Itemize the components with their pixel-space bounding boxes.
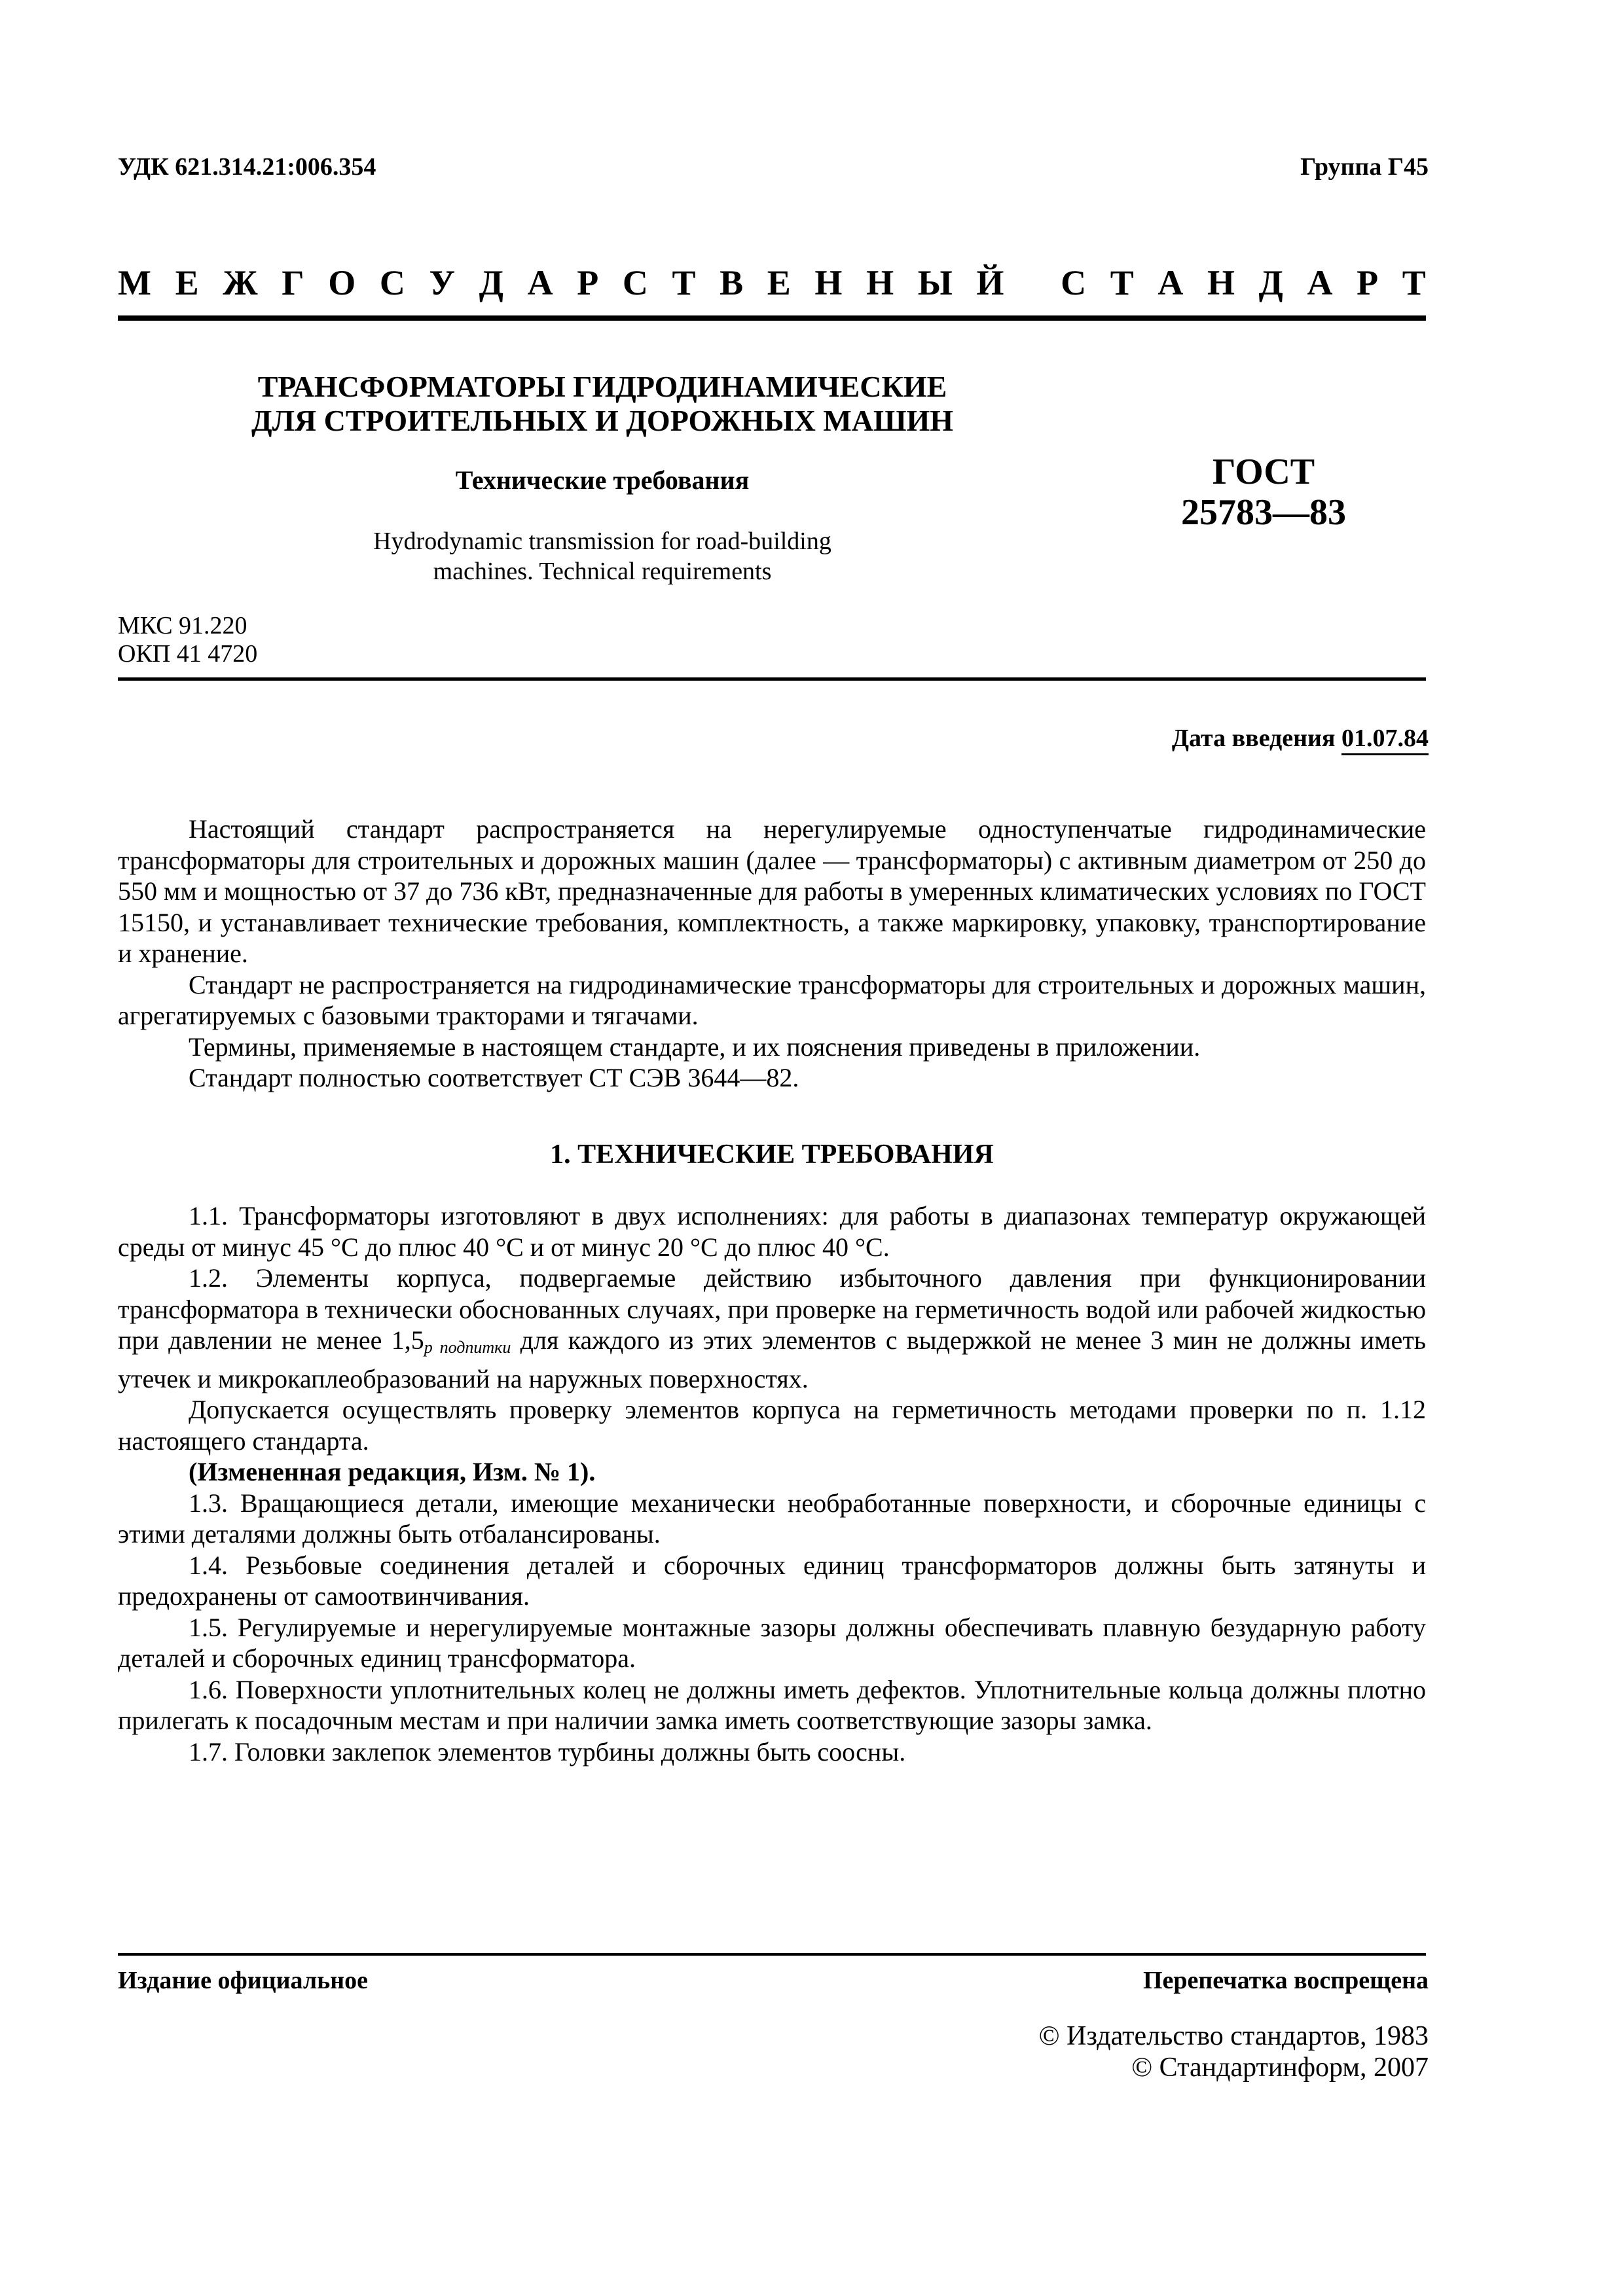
banner-letter: Т bbox=[1402, 263, 1426, 302]
group-code: Группа Г45 bbox=[1300, 153, 1429, 181]
intro-date-label: Дата введения bbox=[1171, 725, 1336, 752]
intro-text bbox=[118, 814, 1426, 1094]
banner-rule bbox=[118, 315, 1426, 321]
udk-code: УДК 621.314.21:006.354 bbox=[118, 153, 376, 181]
amendment-note: (Измененная редакция, Изм. № 1). bbox=[189, 1457, 596, 1486]
banner-letter: Н bbox=[1207, 263, 1235, 302]
gost-number: 25783—83 bbox=[1181, 492, 1346, 533]
banner-letter: Е bbox=[175, 263, 199, 302]
intro-paragraph: Стандарт полностью соответствует СТ СЭВ 3644—82. bbox=[189, 1063, 799, 1092]
banner-letter: А bbox=[1158, 263, 1184, 302]
clause-1-2-text: 1.2. Элементы корпуса, подвергаемые действию избыточного давления при функционировании трансформатора в технически обоснованных случаях, при проверке на герметичность водой или рабочей жидкостью при давлении не менее 1,5 bbox=[118, 1263, 1426, 1355]
title-line-1: ТРАНСФОРМАТОРЫ ГИДРОДИНАМИЧЕСКИЕ bbox=[257, 370, 947, 403]
clause-1-2 bbox=[118, 1263, 1426, 1394]
clause-1-2-note: Допускается осуществлять проверку элементов корпуса на герметичность методами проверки по п. 1.12 настоящего стандарта. bbox=[118, 1395, 1426, 1456]
banner-letter: Д bbox=[1258, 263, 1283, 302]
standard-banner bbox=[118, 265, 1426, 300]
banner-letter bbox=[1028, 265, 1037, 300]
banner-letter: С bbox=[379, 263, 405, 302]
banner-letter: В bbox=[720, 263, 744, 302]
banner-letter: Й bbox=[976, 263, 1004, 302]
title-subtitle: Технические требования bbox=[455, 465, 750, 495]
intro-paragraph: Стандарт не распространяется на гидродинамические трансформаторы для строительных и дорожных машин, агрегатируемых с базовыми тракторами и тягачами. bbox=[118, 969, 1426, 1030]
banner-letter: С bbox=[1061, 263, 1087, 302]
clause-1-2-text-cont: для каждого из этих элементов с выдержкой не менее 3 мин не должны иметь утечек и микрокаплеобразований на наружных поверхностях. bbox=[118, 1325, 1426, 1393]
copyright-2007: © Стандартинформ, 2007 bbox=[1131, 2053, 1429, 2083]
title-line-2: ДЛЯ СТРОИТЕЛЬНЫХ И ДОРОЖНЫХ МАШИН bbox=[251, 404, 954, 437]
banner-letter: А bbox=[1307, 263, 1333, 302]
banner-letter: Р bbox=[577, 263, 599, 302]
header-rule bbox=[118, 677, 1426, 681]
official-edition: Издание официальное bbox=[118, 1967, 369, 1994]
footer-rule bbox=[118, 1953, 1426, 1956]
banner-letter: Д bbox=[479, 263, 503, 302]
gost-label: ГОСТ bbox=[1212, 452, 1315, 492]
title-en-line-1: Hydrodynamic transmission for road-building bbox=[373, 528, 831, 555]
section-heading: 1. ТЕХНИЧЕСКИЕ ТРЕБОВАНИЯ bbox=[550, 1139, 994, 1170]
clause-1-7: 1.7. Головки заклепок элементов турбины должны быть соосны. bbox=[189, 1736, 906, 1767]
clause-1-2-subscript: p подпитки bbox=[424, 1338, 511, 1357]
banner-letter: Т bbox=[1110, 263, 1134, 302]
mks-code: МКС 91.220 bbox=[118, 612, 247, 639]
clause-1-4: 1.4. Резьбовые соединения деталей и сборочных единиц трансформаторов должны быть затянуты и предохранены от самоотвинчивания. bbox=[118, 1550, 1426, 1611]
banner-letter: Р bbox=[1357, 263, 1379, 302]
banner-letter: С bbox=[622, 263, 648, 302]
banner-letter: М bbox=[118, 263, 151, 302]
section-text bbox=[118, 1200, 1426, 1767]
banner-letter: Т bbox=[672, 263, 696, 302]
reprint-prohibited: Перепечатка воспрещена bbox=[1142, 1967, 1429, 1994]
clause-1-6: 1.6. Поверхности уплотнительных колец не должны иметь дефектов. Уплотнительные кольца должны плотно прилегать к посадочным местам и при наличии замка иметь соответствующие зазоры замка. bbox=[118, 1674, 1426, 1735]
banner-letter: Ы bbox=[917, 263, 953, 302]
intro-date bbox=[1172, 724, 1429, 753]
clause-1-5: 1.5. Регулируемые и нерегулируемые монтажные зазоры должны обеспечивать плавную безударную работу деталей и сборочных единиц трансформатора. bbox=[118, 1612, 1426, 1673]
banner-letter: Ж bbox=[223, 263, 258, 302]
banner-letter: Г bbox=[282, 263, 304, 302]
intro-paragraph: Настоящий стандарт распространяется на нерегулируемые одноступенчатые гидродинамические трансформаторы для строительных и дорожных машин (далее — трансформаторы) с активным диаметром от 250 до 550 мм и мощностью от 37 до 736 кВт, предназначенные для работы в умеренных климатических условиях по ГОСТ 15150, и устанавливает технические требования, комплектность, а также маркировку, упаковку, транспортирование и хранение. bbox=[118, 814, 1426, 968]
banner-letter: У bbox=[429, 263, 456, 302]
banner-letter: А bbox=[527, 263, 553, 302]
banner-letter: Е bbox=[767, 263, 791, 302]
clause-1-3: 1.3. Вращающиеся детали, имеющие механически необработанные поверхности, и сборочные единицы с этими деталями должны быть отбалансированы. bbox=[118, 1488, 1426, 1549]
intro-paragraph: Термины, применяемые в настоящем стандарте, и их пояснения приведены в приложении. bbox=[189, 1031, 1201, 1062]
copyright-1983: © Издательство стандартов, 1983 bbox=[1038, 2021, 1429, 2051]
banner-letter: Н bbox=[814, 263, 843, 302]
title-en-line-2: machines. Technical requirements bbox=[433, 558, 772, 585]
clause-1-1: 1.1. Трансформаторы изготовляют в двух исполнениях: для работы в диапазонах температур окружающей среды от минус 45 °С до плюс 40 °С и от минус 20 °С до плюс 40 °С. bbox=[118, 1201, 1426, 1262]
okp-code: ОКП 41 4720 bbox=[118, 640, 258, 668]
banner-letter: Н bbox=[866, 263, 894, 302]
banner-letter: О bbox=[328, 263, 356, 302]
intro-date-value: 01.07.84 bbox=[1341, 725, 1429, 755]
